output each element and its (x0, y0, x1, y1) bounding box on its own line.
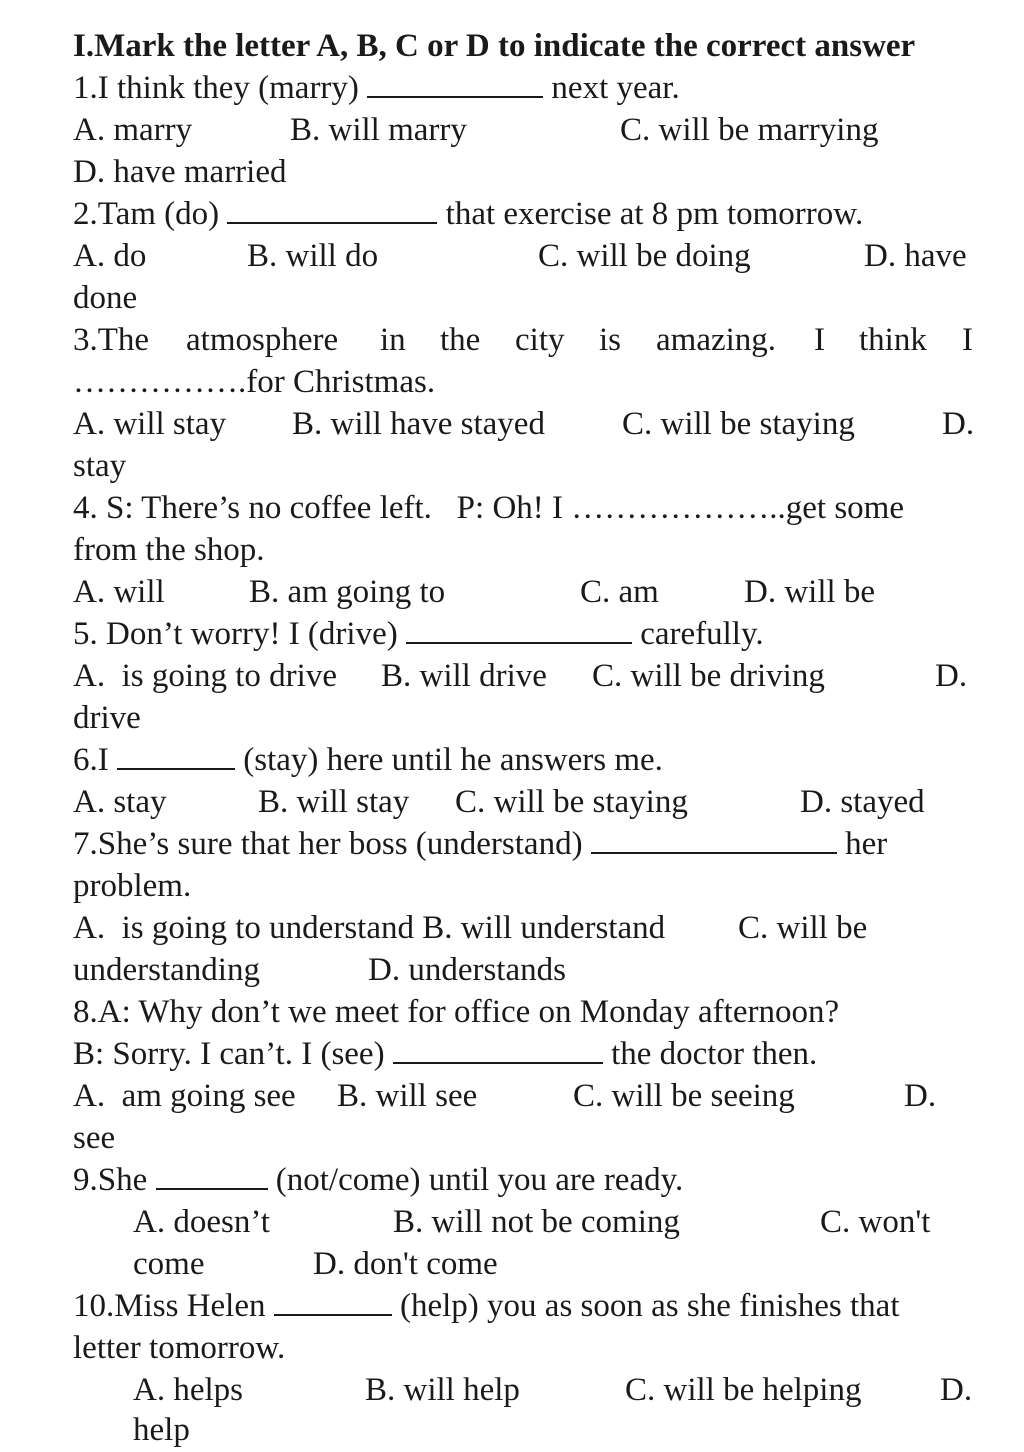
q4-option-d: D. will be (744, 574, 876, 610)
question-1-text: 1.I think they (marry) (73, 70, 368, 106)
q10-option-a: A. helps (133, 1372, 243, 1408)
q3-option-c: C. will be staying (622, 406, 855, 442)
question-3-stem-word: I (962, 322, 973, 358)
answer-blank (274, 1288, 392, 1316)
question-9-text: 9.She (73, 1162, 156, 1198)
question-3-stem-word: think (859, 322, 927, 358)
q5-option-b: B. will drive (381, 658, 547, 694)
q2-option-d: D. have (864, 238, 967, 274)
question-7-stem (73, 823, 887, 865)
question-6-stem (73, 739, 663, 781)
q6-option-d: D. stayed (800, 784, 925, 820)
question-3-stem-word: atmosphere (186, 322, 339, 358)
q9-option-a: A. doesn’t (133, 1204, 270, 1240)
question-1-stem (73, 67, 680, 109)
question-4-stem-cont: from the shop. (73, 532, 265, 568)
q5-option-d-cont: drive (73, 700, 141, 736)
q1-option-a: A. marry (73, 112, 193, 148)
question-7-text-end: her (836, 826, 888, 862)
q3-option-d: D. (942, 406, 975, 442)
answer-blank (156, 1162, 268, 1190)
question-8-line-a: 8.A: Why don’t we meet for office on Monday afternoon? (73, 994, 840, 1030)
answer-blank (591, 826, 837, 854)
q10-option-d: D. (940, 1372, 973, 1408)
q10-option-d-cont: help (133, 1412, 190, 1448)
q1-option-b: B. will marry (290, 112, 467, 148)
question-3-stem-cont: …………….for Christmas. (73, 364, 436, 400)
q3-option-b: B. will have stayed (292, 406, 545, 442)
answer-blank (367, 70, 543, 98)
q8-option-d: D. (904, 1078, 937, 1114)
question-2-text: 2.Tam (do) (73, 196, 228, 232)
q7-option-d: D. understands (368, 952, 566, 988)
q9-option-c: C. won't (820, 1204, 931, 1240)
q3-option-d-cont: stay (73, 448, 127, 484)
question-3-stem-word: the (440, 322, 481, 358)
question-10-text: 10.Miss Helen (73, 1288, 274, 1324)
question-2-stem (73, 193, 863, 235)
question-6-text-end: (stay) here until he answers me. (235, 742, 663, 778)
question-8-text: B: Sorry. I can’t. I (see) (73, 1036, 393, 1072)
q8-option-a: A. am going see (73, 1078, 296, 1114)
question-7-text: 7.She’s sure that her boss (understand) (73, 826, 591, 862)
q4-option-b: B. am going to (249, 574, 446, 610)
q10-option-c: C. will be helping (625, 1372, 862, 1408)
question-10-stem-cont: letter tomorrow. (73, 1330, 286, 1366)
q5-option-c: C. will be driving (592, 658, 825, 694)
q2-option-a: A. do (73, 238, 147, 274)
question-6-text: 6.I (73, 742, 117, 778)
answer-blank (227, 196, 437, 224)
q8-option-c: C. will be seeing (573, 1078, 795, 1114)
answer-blank (393, 1036, 603, 1064)
q4-option-c: C. am (580, 574, 659, 610)
question-5-text: 5. Don’t worry! I (drive) (73, 616, 406, 652)
question-3-stem-word: 3.The (73, 322, 150, 358)
question-3-stem-word: is (599, 322, 622, 358)
q8-option-d-cont: see (73, 1120, 116, 1156)
answer-blank (406, 616, 632, 644)
q9-option-c-cont: come (133, 1246, 205, 1282)
q1-option-c: C. will be marrying (620, 112, 879, 148)
question-9-stem (73, 1159, 683, 1201)
question-10-stem (73, 1285, 900, 1327)
q7-option-ab: A. is going to understand B. will understand (73, 910, 666, 946)
q9-option-b: B. will not be coming (393, 1204, 680, 1240)
q6-option-a: A. stay (73, 784, 167, 820)
question-2-text-end: that exercise at 8 pm tomorrow. (437, 196, 864, 232)
question-3-stem-word: amazing. (656, 322, 777, 358)
q8-option-b: B. will see (337, 1078, 478, 1114)
question-7-stem-cont: problem. (73, 868, 192, 904)
question-3-stem-word: I (814, 322, 825, 358)
q5-option-a: A. is going to drive (73, 658, 337, 694)
question-10-text-end: (help) you as soon as she finishes that (391, 1288, 900, 1324)
question-9-text-end: (not/come) until you are ready. (267, 1162, 684, 1198)
q7-option-c: C. will be (738, 910, 868, 946)
q2-option-d-cont: done (73, 280, 138, 316)
question-8-text-end: the doctor then. (602, 1036, 818, 1072)
question-1-text-end: next year. (543, 70, 680, 106)
answer-blank (117, 742, 235, 770)
q6-option-b: B. will stay (258, 784, 410, 820)
q7-option-c-cont: understanding (73, 952, 260, 988)
question-3-stem-word: in (380, 322, 406, 358)
question-5-text-end: carefully. (631, 616, 764, 652)
question-3-stem-word: city (515, 322, 565, 358)
q2-option-b: B. will do (247, 238, 379, 274)
q4-option-a: A. will (73, 574, 165, 610)
q1-option-d: D. have married (73, 154, 287, 190)
q3-option-a: A. will stay (73, 406, 227, 442)
question-8-stem (73, 1033, 817, 1075)
section-heading: I.Mark the letter A, B, C or D to indicate the correct answer (73, 28, 916, 64)
q9-option-d: D. don't come (313, 1246, 498, 1282)
q6-option-c: C. will be staying (455, 784, 688, 820)
question-4-stem: 4. S: There’s no coffee left. P: Oh! I ………………..get some (73, 490, 904, 526)
q2-option-c: C. will be doing (538, 238, 751, 274)
q5-option-d: D. (935, 658, 968, 694)
question-5-stem (73, 613, 764, 655)
q10-option-b: B. will help (365, 1372, 520, 1408)
